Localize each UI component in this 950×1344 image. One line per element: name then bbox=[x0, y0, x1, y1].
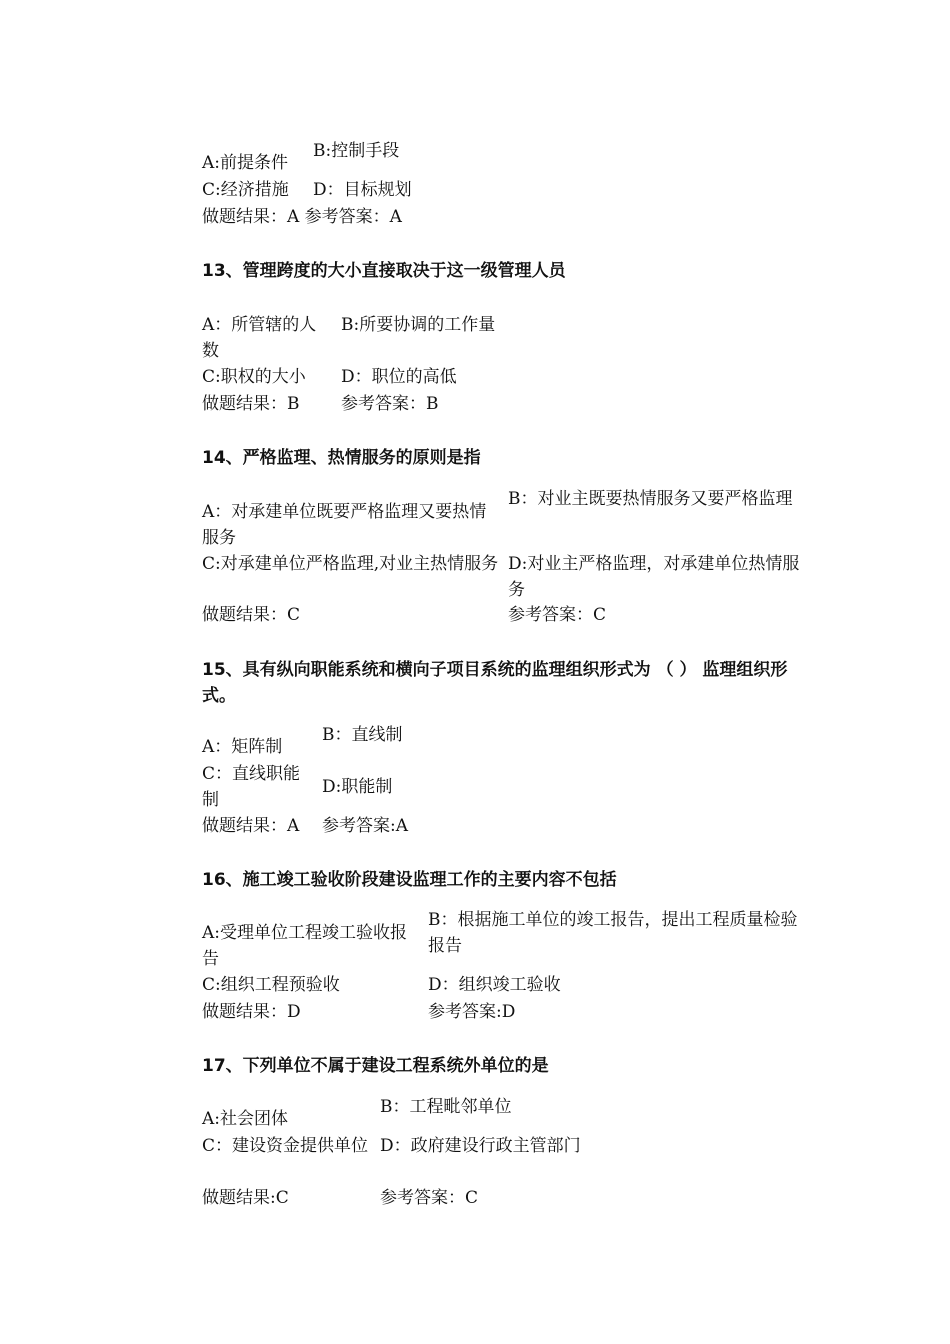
result-14: 做题结果：C bbox=[202, 605, 301, 625]
question-17-title: 17、下列单位不属于建设工程系统外单位的是 bbox=[202, 1056, 549, 1076]
answer-17: 参考答案：C bbox=[380, 1188, 479, 1208]
answer-13: 参考答案：B bbox=[341, 394, 439, 414]
question-13-title: 13、管理跨度的大小直接取决于这一级管理人员 bbox=[202, 261, 566, 281]
answer-15: 参考答案:A bbox=[322, 816, 409, 836]
option-d-12: D：目标规划 bbox=[313, 180, 412, 200]
result-15: 做题结果：A bbox=[202, 816, 300, 836]
option-a-17: A:社会团体 bbox=[202, 1109, 289, 1129]
answer-14: 参考答案：C bbox=[508, 605, 607, 625]
option-c-15: C：直线职能制 bbox=[202, 764, 301, 810]
option-d-17: D：政府建设行政主管部门 bbox=[380, 1136, 581, 1156]
option-b-15: B：直线制 bbox=[322, 725, 403, 745]
answer-16: 参考答案:D bbox=[428, 1002, 516, 1022]
option-a-13: A：所管辖的人数 bbox=[202, 315, 317, 361]
question-15-title: 15、具有纵向职能系统和横向子项目系统的监理组织形式为 （ ） 监理组织形式。 bbox=[202, 660, 788, 706]
question-16-title: 16、施工竣工验收阶段建设监理工作的主要内容不包括 bbox=[202, 870, 617, 890]
option-a-16: A:受理单位工程竣工验收报告 bbox=[202, 923, 408, 969]
question-14-title: 14、严格监理、热情服务的原则是指 bbox=[202, 448, 481, 468]
option-d-15: D:职能制 bbox=[322, 777, 393, 797]
option-a-14: A：对承建单位既要严格监理又要热情服务 bbox=[202, 502, 487, 548]
result-16: 做题结果：D bbox=[202, 1002, 301, 1022]
option-d-16: D：组织竣工验收 bbox=[428, 975, 561, 995]
result-12: 做题结果：A 参考答案：A bbox=[202, 207, 402, 227]
option-a-15: A：矩阵制 bbox=[202, 737, 283, 757]
option-c-16: C:组织工程预验收 bbox=[202, 975, 340, 995]
option-c-13: C:职权的大小 bbox=[202, 367, 306, 387]
option-d-14: D:对业主严格监理，对承建单位热情服务 bbox=[508, 554, 800, 600]
option-c-14: C:对承建单位严格监理,对业主热情服务 bbox=[202, 554, 499, 574]
option-d-13: D：职位的高低 bbox=[341, 367, 457, 387]
result-13: 做题结果：B bbox=[202, 394, 300, 414]
option-a-12: A:前提条件 bbox=[202, 153, 289, 173]
option-b-14: B：对业主既要热情服务又要严格监理 bbox=[508, 489, 793, 509]
option-b-13: B:所要协调的工作量 bbox=[341, 315, 496, 335]
result-17: 做题结果:C bbox=[202, 1188, 289, 1208]
option-b-16: B：根据施工单位的竣工报告，提出工程质量检验报告 bbox=[428, 910, 798, 956]
option-b-17: B：工程毗邻单位 bbox=[380, 1097, 512, 1117]
option-b-12: B:控制手段 bbox=[313, 141, 400, 161]
option-c-12: C:经济措施 bbox=[202, 180, 289, 200]
option-c-17: C：建设资金提供单位 bbox=[202, 1136, 369, 1156]
